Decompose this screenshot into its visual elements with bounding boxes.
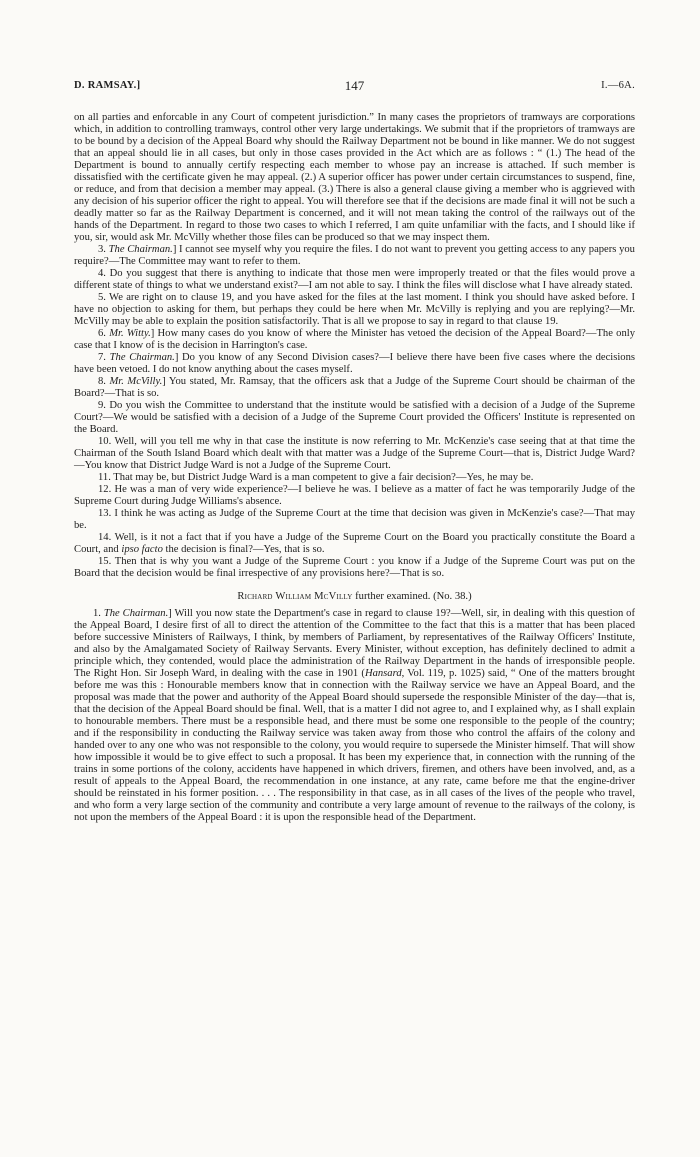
hansard-reference: Hansard: [364, 668, 402, 679]
question-text: , Vol. 119, p. 1025) said, “ One of the matters brought before me was this : Honourable members know that in connection with the Railway service we have an Appeal Board, and the proposal was made that the power and authority of the Appeal Board should supersede the responsible Minister of the day—that is, that the decision of the Appeal Board should be final. Well, that is a matter I did not agree to, and I explained why, as I shall explain to honourable members. There must be a responsible head, and there must be some one responsible to the people of the country; and if the responsibility in conducting the Railway service was taken away from those who control the affairs of the colony and handed over to any one who was not responsible to the colony, you would require to supersede the Minister himself. That will show how impossible it would be to give effect to such a proposal. It has been my experience that, in connection with the running of the trains in some portions of the colony, accidents have happened in which drivers, firemen, and others have been involved, and, as a result of appeals to the Appeal Board, the recommendation in one instance, at any rate, came before me that the engine-driver should be reinstated in his former position. . . . The responsibility in that case, as in all cases of the lives of the people who travel, and who form a very large section of the community and contribute a very large amount of revenue to the railways of the colony, is not upon the members of the Appeal Board : it is upon the responsible head of the Department.: [74, 668, 635, 823]
question-14: [74, 532, 635, 556]
question-text: ] Will you now state the Department's case in regard to clause 19?—Well, sir, in dealing with this question of the Appeal Board, I desire first of all to direct the attention of the Committee to the fact that this is a matter that has been placed before successive Ministers of Railways, I think, by members of Parliament, by representatives of the Railway Officers' Institute, and also by the Amalgamated Society of Railway Servants. Every Minister, without exception, has definitely declined to admit a principle which, they contended, would place the administration of the Railway Department in the hands of irresponsible people. The Right Hon. Sir Joseph Ward, in dealing with the case in 1901 (: [74, 608, 635, 679]
question-8: [74, 376, 635, 400]
question-number: 3.: [98, 244, 106, 255]
speaker-name: Mr. McVilly.: [109, 376, 163, 387]
question-text: ] How many cases do you know of where the Minister has vetoed the decision of the Appeal Board?—The only case that I know of is the decision in Harrington's case.: [74, 328, 635, 351]
question-13: 13. I think he was acting as Judge of the Supreme Court at the time that decision was given in McKenzie's case?—That may be.: [74, 508, 635, 531]
latin-phrase: ipso facto: [121, 544, 163, 555]
question-3: [74, 244, 635, 268]
question-9: 9. Do you wish the Committee to understand that the institute would be satisfied with a decision of a Judge of the Supreme Court?—We would be satisfied with a decision of a Judge of the Supreme Court provided the Officers' Institute is represented on the Board.: [74, 400, 635, 435]
question-number: 1.: [93, 608, 104, 619]
question-number: 8.: [98, 376, 106, 387]
witness-name: Richard William McVilly: [237, 591, 353, 602]
paper-reference: I.—6A.: [601, 80, 635, 91]
question-text: 14. Well, is it not a fact that if you have a Judge of the Supreme Court on the Board you practically constitute the Board a Court, and: [74, 532, 635, 555]
question-4: 4. Do you suggest that there is anything to indicate that those men were improperly treated or that the files would prove a different state of things to what we understand exist?—I am not able to say. I think the files will disclose what I have already stated.: [74, 268, 635, 291]
running-header: [74, 80, 635, 96]
speaker-name: The Chairman.: [108, 244, 173, 255]
question-12: 12. He was a man of very wide experience?—I believe he was. I believe as a matter of fact he was temporarily Judge of the Supreme Court during Judge Williams's absence.: [74, 484, 635, 507]
speaker-name: Mr. Witty.: [109, 328, 151, 339]
question-15: 15. Then that is why you want a Judge of the Supreme Court : you know if a Judge of the Supreme Court was put on the Board that the decision would be final irrespective of any provisions here?—That is so.: [74, 556, 635, 579]
witness-heading-rest: further examined. (No. 38.): [352, 591, 472, 602]
question-5: 5. We are right on to clause 19, and you have asked for the files at the last moment. I think you should have asked before. I have no objection to asking for them, but perhaps they could be here when Mr. McVilly is replying and you are replying?—Mr. McVilly may be able to explain the position satisfactorily. That is all we propose to say in regard to that clause 19.: [74, 292, 635, 327]
speaker-name: The Chairman.: [103, 608, 169, 619]
question-11: 11. That may be, but District Judge Ward is a man competent to give a fair decision?—Yes, he may be.: [98, 472, 534, 483]
question-text: the decision is final?—Yes, that is so.: [162, 544, 325, 555]
header-witness-name: D. RAMSAY.]: [74, 80, 141, 91]
speaker-name: The Chairman.: [109, 352, 175, 363]
question-number: 7.: [98, 352, 106, 363]
question-text: ] Do you know of any Second Division cases?—I believe there have been five cases where the decisions have been vetoed. I do not know anything about the cases myself.: [74, 352, 635, 375]
question-6: [74, 328, 635, 352]
question-text: ] I cannot see myself why you require the files. I do not want to prevent you getting access to any papers you require?—The Committee may want to refer to them.: [74, 244, 635, 267]
question-10: 10. Well, will you tell me why in that case the institute is now referring to Mr. McKenzie's case seeing that at that time the Chairman of the South Island Board which dealt with that matter was a Judge of the Supreme Court—that is, District Judge Ward?—You know that District Judge Ward is not a Judge of the Supreme Court.: [74, 436, 635, 471]
question-1-mcvilly: [74, 608, 635, 824]
document-body: [74, 112, 635, 824]
question-number: 6.: [98, 328, 106, 339]
page-number: 147: [344, 78, 365, 93]
witness-heading: [74, 591, 635, 603]
question-7: [74, 352, 635, 376]
paragraph-continuation: on all parties and enforcable in any Court of competent jurisdiction.” In many cases the proprietors of tramways are corporations which, in addition to controlling tramways, control other very large undertakings. We submit that if the proprietors of tramways are to be bound by a decision of the Appeal Board why should the Railway Department not be bound in like manner. We do not suggest that an appeal should lie in all cases, but only in those cases provided in the Act which are as follows : “ (1.) The head of the Department is bound to annually certify respecting each member to whose pay an increase is attached. If such member is dissatisfied with the certificate given he may appeal. (2.) A superior officer has power under certain circumstances to suspend, fine, or reduce, and from that decision a member may appeal. (3.) There is also a general clause giving a member who is aggrieved with any decision of his superior officer the right to appeal. You will therefore see that if the decisions are made final it will not be such a deadly matter so far as the Railway Department is concerned, and it will not mean taking the control of the railways out of the hands of the Department. In regard to those two cases to which I referred, I am quite unfamiliar with the facts, and I should like if you, sir, would ask Mr. McVilly whether those files can be produced so that we may inspect them.: [74, 112, 635, 243]
question-text: ] You stated, Mr. Ramsay, that the officers ask that a Judge of the Supreme Court should be chairman of the Board?—That is so.: [74, 376, 635, 399]
